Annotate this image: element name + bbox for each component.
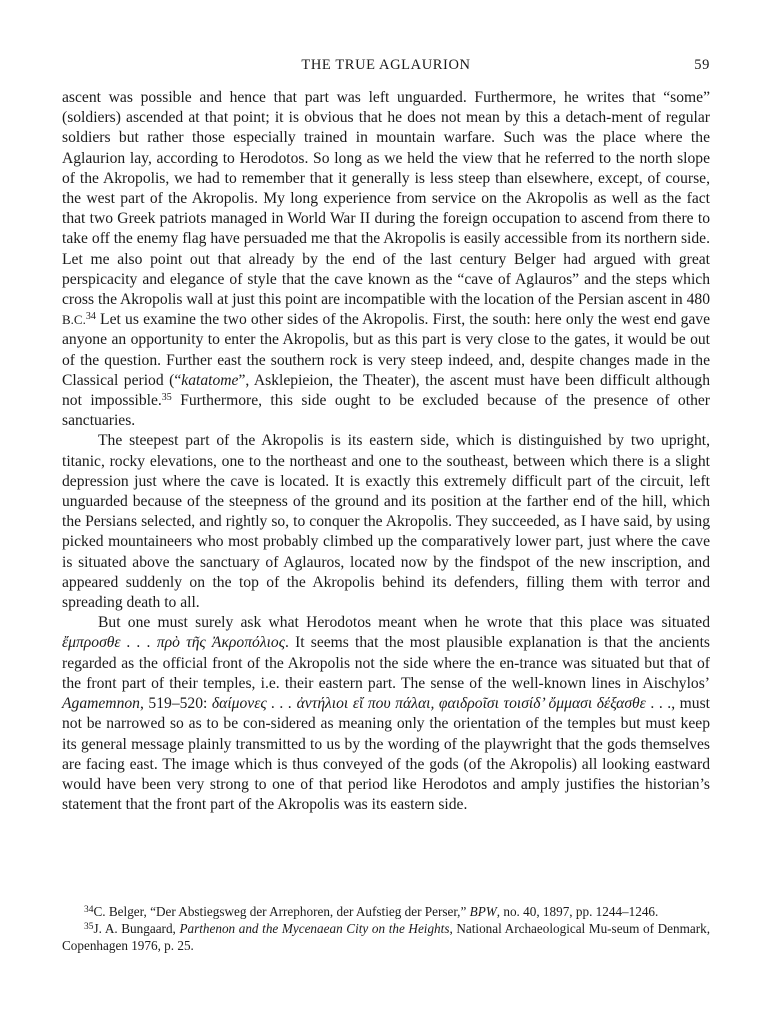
footnote-35-text-b: , National Archaeological Mu-seum of Denmark, Copenhagen 1976, p. 25. — [62, 921, 710, 954]
paragraph-1-text-c: ”, Asklepieion, the Theater), the ascent must have been difficult although not impossible. — [62, 371, 710, 410]
footnote-35 — [62, 920, 710, 954]
paragraph-1-text-a: ascent was possible and hence that part was left unguarded. Furthermore, he writes that “some” (soldiers) ascended at that point; it is obvious that he does not mean by this a detach-ment of regular soldiers but rather those especially trained in mountain warfare. Such was the place where the Aglaurion lay, according to Herodotos. So long as we held the view that he referred to the north slope of the Akropolis, we had to remember that it generally is less steep than elsewhere, except, of course, the west part of the Akropolis. My long experience from service on the Akropolis as well as the fact that two Greek patriots managed in World War II during the foreign occupation to ascend from there to take off the enemy flag have persuaded me that the Akropolis is easily accessible from its northern side. Let me also point out that already by the end of the last century Belger had argued with great perspicacity and elegance of style that the cave known as the “cave of Aglauros” and the steps which cross the Akropolis wall at just this point are incompatible with the location of the Persian ascent in 480 — [62, 89, 710, 309]
footnote-35-text-a: J. A. Bungaard, — [93, 921, 180, 937]
katatome-term: katatome — [181, 371, 239, 389]
paragraph-3-text-c: , 519–520: — [139, 695, 212, 713]
running-title: THE TRUE AGLAURION — [301, 57, 471, 73]
paragraph-2: The steepest part of the Akropolis is its eastern side, which is distinguished by two upright, titanic, rocky elevations, one to the northeast and one to the southeast, between which there is a slight depression just where the cave is located. It is exactly this extremely difficult part of the circuit, left unguarded because of the steepness of the ground and its position at the farther end of the hill, which the Persians selected, and rightly so, to conquer the Akropolis. They succeeded, as I have said, by using picked mountaineers who most probably climbed up the comparatively lower part, just where the cave is situated above the sanctuary of Aglauros, located now by the findspot of the new inscription, and appeared suddenly on the top of the Akropolis behind its defenders, filling them with terror and spreading death to all. — [62, 432, 710, 612]
footnote-35-number: 35 — [84, 922, 94, 933]
footnote-35-work-title: Parthenon and the Mycenaean City on the Heights — [179, 921, 450, 937]
paragraph-3-text-d: . . ., must not be narrowed so as to be con-sidered as meaning only the orientation of the temples but must keep its general message plainly transmitted to us by the wording of the playwright that the gods themselves are facing east. The image which is thus conveyed of the gods (of the Akropolis) all looking eastward would have been very strong to one of that period like Herodotos and amply justifies the historian’s statement that the front part of the Akropolis was its eastern side. — [62, 695, 710, 814]
body-text — [62, 88, 710, 815]
paragraph-1-text-b: Let us examine the two other sides of the Akropolis. First, the south: here only the west end gave anyone an opportunity to enter the Akropolis, but as this part is very close to the gates, it would be out of the question. Further east the southern rock is very steep indeed, and, despite changes made in the Classical period (“ — [62, 311, 710, 389]
footnote-34-text-b: , no. 40, 1897, pp. 1244–1246. — [496, 904, 659, 919]
paragraph-1 — [62, 88, 710, 431]
footnotes — [62, 903, 710, 955]
paragraph-1-text-d: Furthermore, this side ought to be excluded because of the presence of other sanctuaries. — [62, 392, 710, 430]
running-head — [62, 57, 710, 77]
work-title-agamemnon: Agamemnon — [62, 695, 140, 713]
paragraph-3-text-a: But one must surely ask what Herodotos meant when he wrote that this place was situated — [98, 614, 710, 632]
footnote-34-number: 34 — [84, 905, 94, 915]
footnote-34-journal: BPW — [469, 904, 497, 919]
era-abbreviation: B.C. — [62, 312, 86, 328]
page-number: 59 — [694, 57, 710, 73]
greek-quote-herodotos: ἔμπροσθε . . . πρὸ τῆς Ἀκροπόλιος — [62, 634, 286, 652]
footnote-ref-35: 35 — [161, 392, 172, 404]
footnote-34 — [62, 903, 710, 920]
footnote-ref-34: 34 — [85, 311, 96, 323]
paragraph-3-text-b: . It seems that the most plausible explanation is that the ancients regarded as the official front of the Akropolis not the side where the en-trance was situated but that of the front part of their temples, i.e. their eastern part. The sense of the well-known lines in Aischylos’ — [62, 634, 710, 692]
paragraph-3 — [62, 613, 710, 815]
greek-quote-aischylos: δαίμονες . . . ἀντήλιοι εἴ που πάλαι, φαιδροῖσι τοισίδ’ ὄμμασι δέξασθε — [211, 695, 646, 713]
footnote-34-text-a: C. Belger, “Der Abstiegsweg der Arrephoren, der Aufstieg der Perser,” — [93, 904, 470, 919]
